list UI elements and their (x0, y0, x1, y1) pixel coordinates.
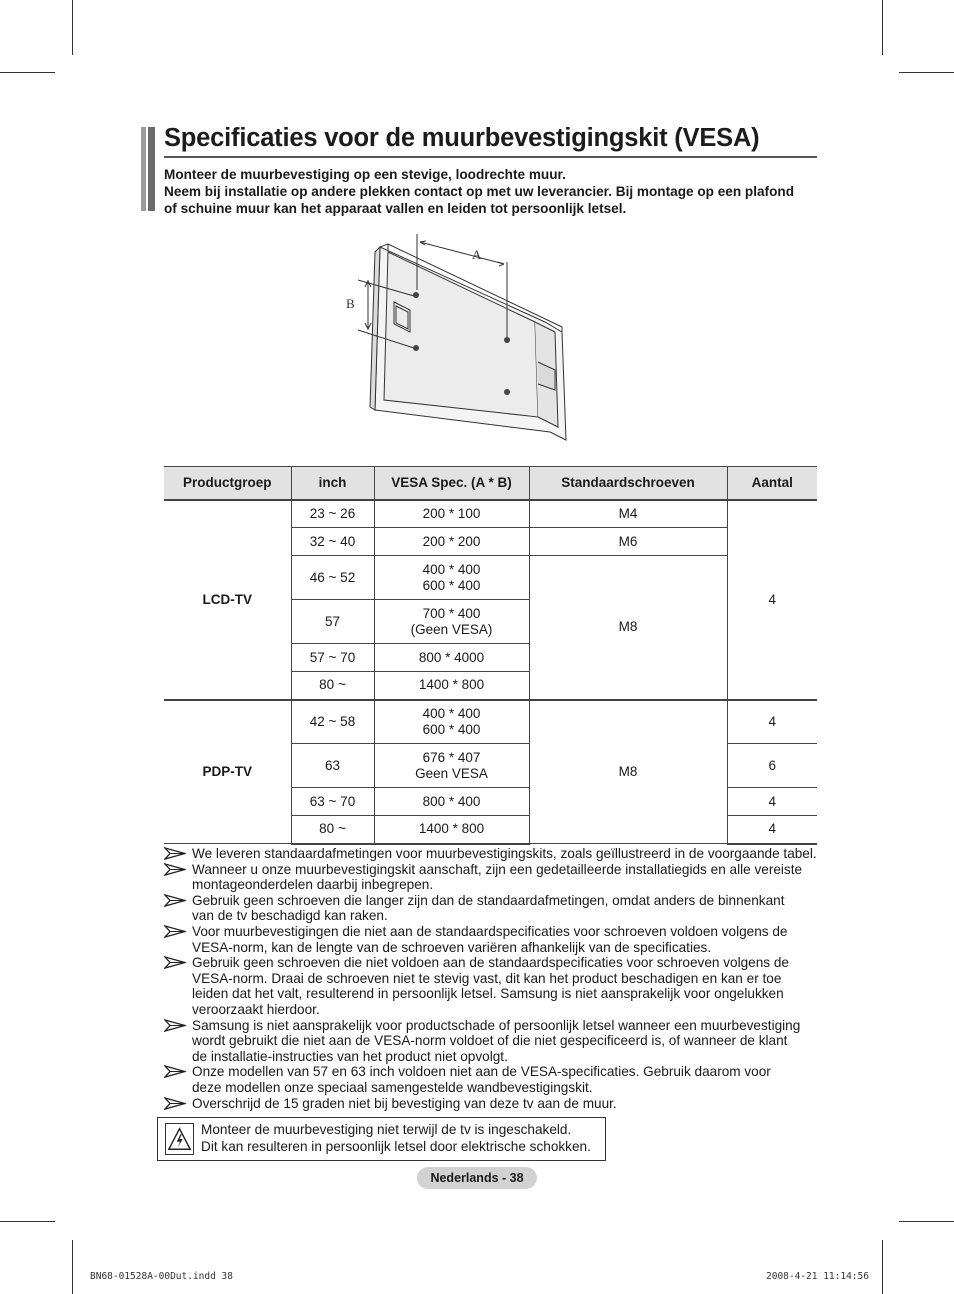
inch-cell: 57 ~ 70 (291, 644, 374, 672)
warning-line: Dit kan resulteren in persoonlijk letsel door elektrische schokken. (201, 1138, 591, 1154)
vesa-spec-table (164, 466, 817, 845)
inch-cell: 46 ~ 52 (291, 556, 374, 600)
vesa-line: 400 * 400 (422, 561, 481, 577)
vesa-line: 400 * 400 (422, 705, 481, 721)
footer-timestamp: 2008-4-21 11:14:56 (766, 1271, 869, 1282)
note-line: VESA-norm. Draai de schroeven niet te stevig vast, dit kan het product beschadigen en kan er toe (192, 970, 782, 986)
vesa-cell (374, 556, 529, 600)
header-vesa-spec: VESA Spec. (A * B) (374, 467, 529, 500)
header-inch: inch (291, 467, 374, 500)
warning-line: Monteer de muurbevestiging niet terwijl de tv is ingeschakeld. (201, 1122, 572, 1137)
table-header-row (164, 467, 817, 500)
note-line: van de tv beschadigd kan raken. (192, 908, 388, 924)
vesa-cell: 200 * 100 (374, 500, 529, 528)
note-line: leiden dat het valt, resulterend in persoonlijk letsel. Samsung is niet aansprakelijk voor ongelukken (192, 986, 784, 1002)
quantity-cell: 4 (727, 700, 817, 744)
note-arrow-icon (164, 847, 186, 860)
warning-text (201, 1122, 591, 1155)
note-line: veroorzaakt hierdoor. (192, 1001, 320, 1017)
crop-mark (72, 1240, 73, 1294)
vesa-line: 676 * 407 (422, 749, 481, 765)
inch-cell: 42 ~ 58 (291, 700, 374, 744)
note-line: Onze modellen van 57 en 63 inch voldoen niet aan de VESA-specificaties. Gebruik daarom voor (192, 1064, 771, 1080)
note-item (164, 955, 824, 1017)
screw-cell: M6 (529, 528, 727, 556)
header-aantal: Aantal (727, 467, 817, 500)
vesa-cell: 1400 * 800 (374, 816, 529, 844)
note-line: Voor muurbevestigingen die niet aan de standaardspecificaties voor schroeven voldoen volgens de (192, 923, 788, 939)
notes-list (164, 846, 824, 1111)
note-item (164, 862, 824, 893)
note-line: de installatie-instructies van het product niet opvolgt. (192, 1048, 508, 1064)
header-standaardschroeven: Standaardschroeven (529, 467, 727, 500)
vesa-cell: 800 * 400 (374, 788, 529, 816)
crop-mark (0, 1221, 55, 1222)
inch-cell: 80 ~ (291, 816, 374, 844)
page-number-badge: Nederlands - 38 (417, 1167, 537, 1189)
note-item (164, 893, 824, 924)
note-line: wordt gebruikt die niet aan de VESA-norm voldoet of die niet gespecificeerd is, of wanneer de klant (192, 1033, 788, 1049)
crop-mark (899, 72, 954, 73)
vesa-line: Geen VESA (415, 765, 488, 781)
note-line: VESA-norm, kan de lengte van de schroeven variëren afhankelijk van de specificaties. (192, 939, 712, 955)
note-line: Gebruik geen schroeven die niet voldoen aan de standaardspecificaties voor schroeven volgens de (192, 955, 789, 971)
vesa-cell: 800 * 4000 (374, 644, 529, 672)
crop-mark (882, 1240, 883, 1294)
inch-cell: 80 ~ (291, 672, 374, 700)
inch-cell: 57 (291, 600, 374, 644)
table-row (164, 700, 817, 744)
intro-text (164, 166, 824, 217)
vesa-cell: 200 * 200 (374, 528, 529, 556)
note-item (164, 1096, 824, 1112)
inch-cell: 63 (291, 744, 374, 788)
crop-mark (0, 72, 55, 73)
note-line: Samsung is niet aansprakelijk voor productschade of persoonlijk letsel wanneer een muurbevestiging (192, 1017, 801, 1033)
warning-box (157, 1117, 606, 1161)
note-arrow-icon (164, 925, 186, 938)
crop-mark (899, 1221, 954, 1222)
header-productgroep: Productgroep (164, 467, 291, 500)
footer-file-info: BN68-01528A-00Dut.indd 38 (90, 1271, 233, 1282)
screw-cell: M8 (529, 700, 727, 844)
note-line: montageonderdelen daarbij inbegrepen. (192, 877, 434, 893)
quantity-cell: 4 (727, 500, 817, 700)
page-title: Specificaties voor de muurbevestigingskit (VESA) (164, 122, 817, 158)
dimension-label-b: B (346, 296, 355, 311)
note-item (164, 1064, 824, 1095)
intro-line: of schuine muur kan het apparaat vallen en leiden tot persoonlijk letsel. (164, 201, 627, 216)
intro-line: Neem bij installatie op andere plekken contact op met uw leverancier. Bij montage op een plafond (164, 184, 794, 199)
table-row (164, 500, 817, 528)
electric-shock-warning-icon (165, 1123, 194, 1155)
note-arrow-icon (164, 894, 186, 907)
inch-cell: 23 ~ 26 (291, 500, 374, 528)
tv-wall-mount-diagram (330, 232, 590, 442)
screw-cell: M4 (529, 500, 727, 528)
quantity-cell: 6 (727, 744, 817, 788)
vesa-line: 700 * 400 (422, 605, 481, 621)
inch-cell: 63 ~ 70 (291, 788, 374, 816)
crop-mark (882, 0, 883, 55)
group-cell-pdp: PDP-TV (164, 700, 291, 844)
vesa-cell (374, 600, 529, 644)
screw-cell: M8 (529, 556, 727, 700)
note-line: We leveren standaardafmetingen voor muurbevestigingskits, zoals geïllustreerd in de voorgaande tabel. (192, 846, 817, 861)
note-arrow-icon (164, 863, 186, 876)
quantity-cell: 4 (727, 816, 817, 844)
note-arrow-icon (164, 1065, 186, 1078)
quantity-cell: 4 (727, 788, 817, 816)
vesa-line: 600 * 400 (422, 721, 481, 737)
note-item (164, 924, 824, 955)
note-item (164, 846, 824, 862)
intro-line: Monteer de muurbevestiging op een stevige, loodrechte muur. (164, 167, 566, 182)
crop-mark (72, 0, 73, 55)
note-arrow-icon (164, 1097, 186, 1110)
vesa-line: 600 * 400 (422, 577, 481, 593)
vesa-cell (374, 744, 529, 788)
group-cell-lcd: LCD-TV (164, 500, 291, 700)
note-line: Overschrijd de 15 graden niet bij bevestiging van deze tv aan de muur. (192, 1095, 617, 1111)
note-arrow-icon (164, 956, 186, 969)
note-line: deze modellen onze speciaal samengestelde wandbevestigingskit. (192, 1079, 593, 1095)
note-line: Wanneer u onze muurbevestigingskit aanschaft, zijn een gedetailleerde installatiegids en alle vereiste (192, 861, 803, 877)
vesa-line: (Geen VESA) (410, 621, 493, 637)
dimension-label-a: A (472, 247, 482, 262)
note-item (164, 1018, 824, 1065)
note-arrow-icon (164, 1019, 186, 1032)
title-accent-bar (141, 127, 155, 211)
note-line: Gebruik geen schroeven die langer zijn dan de standaardafmetingen, omdat anders de binnenkant (192, 892, 785, 908)
vesa-cell (374, 700, 529, 744)
inch-cell: 32 ~ 40 (291, 528, 374, 556)
vesa-cell: 1400 * 800 (374, 672, 529, 700)
